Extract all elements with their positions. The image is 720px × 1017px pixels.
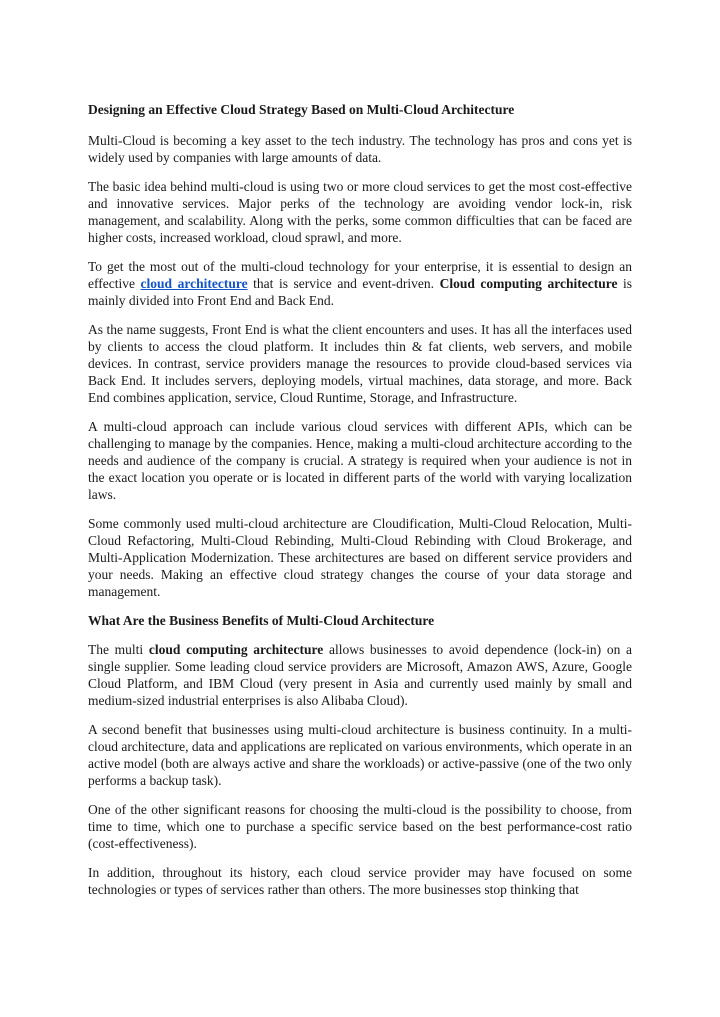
section-heading-benefits: What Are the Business Benefits of Multi-Cloud Architecture xyxy=(88,613,435,628)
cloud-computing-architecture-bold-2: cloud computing architecture xyxy=(148,642,324,657)
paragraph-architecture-text-c: is mainly divided into Front End and Back End. xyxy=(88,276,633,308)
paragraph-intro: Multi-Cloud is becoming a key asset to the tech industry. The technology has pros and cons yet is widely used by companies with large amounts of data. xyxy=(88,133,632,165)
paragraph-architecture-text-a: To get the most out of the multi-cloud technology for your enterprise, it is essential to design an effective xyxy=(88,259,632,291)
paragraph-lock-in-text-a: The multi xyxy=(88,642,144,657)
paragraph-basic-idea: The basic idea behind multi-cloud is using two or more cloud services to get the most cost-effective and innovative services. Major perks of the technology are avoiding vendor lock-in, risk management, and scalability. Along with the perks, some common difficulties that can be faced are higher costs, increased workload, cloud sprawl, and more. xyxy=(88,179,632,245)
paragraph-cost-effectiveness: One of the other significant reasons for choosing the multi-cloud is the possibility to choose, from time to time, which one to purchase a specific service based on the best performance-cost ratio (cost-effectiveness). xyxy=(88,802,632,851)
paragraph-multi-cloud-approach: A multi-cloud approach can include various cloud services with different APIs, which can be challenging to manage by the companies. Hence, making a multi-cloud architecture according to the needs and audience of the company is crucial. A strategy is required when your audience is not in the exact location you operate or is located in different parts of the world with varying localization laws. xyxy=(88,419,632,502)
paragraph-front-back-end: As the name suggests, Front End is what the client encounters and uses. It has all the interfaces used by clients to access the cloud platform. It includes thin & fat clients, web servers, and mobile devices. In contrast, service providers manage the resources to provide cloud-based services via Back End. It includes servers, deploying models, virtual machines, data storage, and more. Back End combines application, service, Cloud Runtime, Storage, and Infrastructure. xyxy=(88,322,632,405)
paragraph-lock-in-text-b: allows businesses to avoid dependence (lock-in) on a single supplier. Some leading cloud service providers are Microsoft, Amazon AWS, Azure, Google Cloud Platform, and IBM Cloud (very present in Asia and currently used mainly by small and medium-sized industrial enterprises is also Alibaba Cloud). xyxy=(88,642,633,708)
paragraph-business-continuity: A second benefit that businesses using multi-cloud architecture is business continuity. In a multi-cloud architecture, data and applications are replicated on various environments, which operate in an active model (both are always active and share the workloads) or active-passive (one of the two only performs a backup task). xyxy=(88,722,632,788)
paragraph-lock-in xyxy=(88,641,632,709)
paragraph-architecture xyxy=(88,258,632,309)
cloud-computing-architecture-bold: Cloud computing architecture xyxy=(439,276,618,291)
paragraph-architecture-types: Some commonly used multi-cloud architecture are Cloudification, Multi-Cloud Relocation, Multi-Cloud Refactoring, Multi-Cloud Rebinding, Multi-Cloud Rebinding with Cloud Brokerage, and Multi-Application Modernization. These architectures are based on different service providers and your needs. Making an effective cloud strategy changes the course of your data storage and management. xyxy=(88,516,632,599)
document-title: Designing an Effective Cloud Strategy Based on Multi-Cloud Architecture xyxy=(88,102,515,117)
cloud-architecture-link[interactable]: cloud architecture xyxy=(140,276,248,291)
paragraph-architecture-text-b: that is service and event-driven. xyxy=(253,276,434,291)
paragraph-history: In addition, throughout its history, each cloud service provider may have focused on some technologies or types of services rather than others. The more businesses stop thinking that xyxy=(88,865,632,897)
